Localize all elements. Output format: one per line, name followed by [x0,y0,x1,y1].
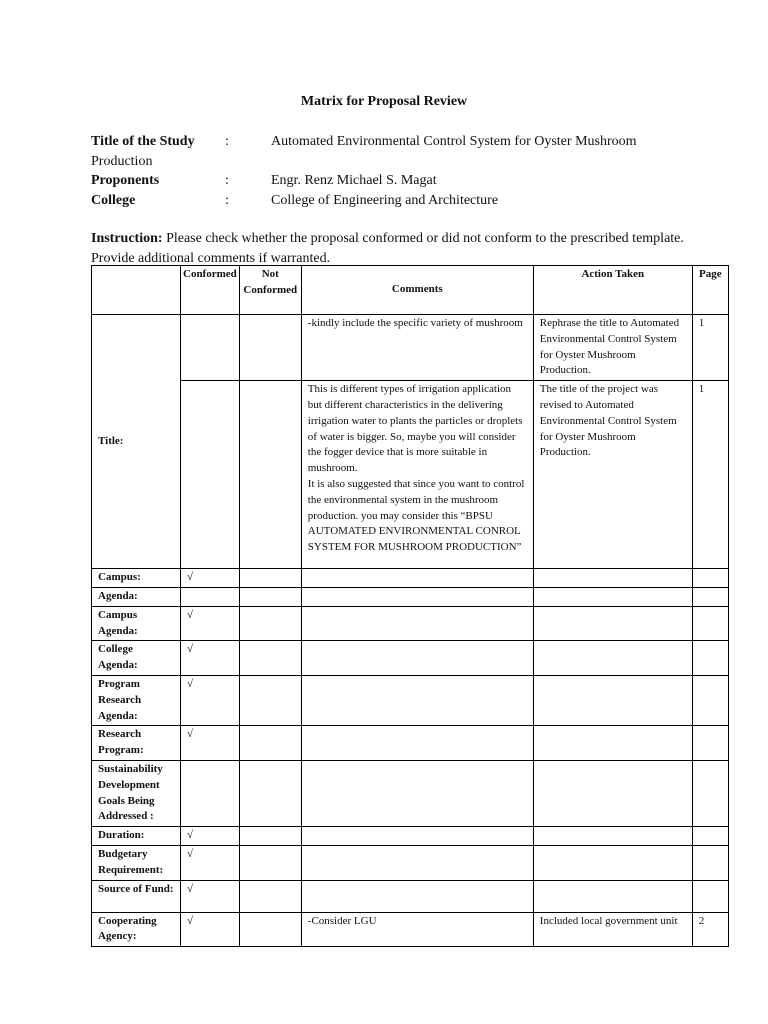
header-conformed: Conformed [181,266,240,315]
table-row [92,675,729,725]
cell-comment [301,760,533,826]
cell-page [692,760,728,826]
cell-page [692,845,728,880]
cell-comment [301,827,533,846]
table-row [92,760,729,826]
header-page: Page [692,266,728,315]
cell-conformed: √ [181,569,240,588]
cell-action-taken [533,880,692,912]
college-value: College of Engineering and Architecture [271,192,499,208]
cell-comment [301,569,533,588]
cell-not-conformed [239,726,301,761]
table-row [92,587,729,606]
row-label: Program Research Agenda: [92,675,181,725]
cell-page [692,587,728,606]
study-title-continuation-row [91,152,691,172]
cell-comment [301,381,533,569]
table-row [92,880,729,912]
cell-conformed: √ [181,880,240,912]
cell-page: 2 [692,912,728,947]
row-label: Agenda: [92,587,181,606]
cell-comment [301,845,533,880]
cell-not-conformed [239,827,301,846]
cell-not-conformed [239,606,301,641]
table-row [92,827,729,846]
college-label: College [91,192,136,208]
review-matrix-table [91,265,729,947]
table-row [92,845,729,880]
cell-conformed: √ [181,912,240,947]
proponents-colon: : [225,173,229,188]
row-label: College Agenda: [92,641,181,676]
study-title-label: Title of the Study [91,134,195,149]
cell-conformed: √ [181,606,240,641]
cell-comment: -Consider LGU [301,912,533,947]
table-row [92,606,729,641]
proposal-info [91,132,691,210]
row-label: Budgetary Requirement: [92,845,181,880]
cell-not-conformed [239,569,301,588]
cell-comment [301,606,533,641]
cell-action-taken [533,569,692,588]
cell-action-taken: Rephrase the title to Automated Environmental Control System for Oyster Mushroom Production. [533,315,692,381]
cell-comment [301,641,533,676]
cell-not-conformed [239,587,301,606]
cell-action-taken [533,845,692,880]
proponents-row [91,171,691,191]
comment-paragraph: It is also suggested that since you want to control the environmental system in the mushroom production. you may consider this “BPSU AUTOMATED ENVIRONMENTAL CONROL SYSTEM FOR MUSHROOM PRODUCTION” [307,477,525,554]
criteria-rows [92,569,729,947]
instruction-label: Instruction: [91,231,163,246]
cell-page [692,675,728,725]
cell-action-taken [533,760,692,826]
cell-not-conformed [239,912,301,947]
cell-conformed: √ [181,726,240,761]
study-title-colon: : [225,134,229,149]
cell-conformed [181,760,240,826]
cell-page: 1 [692,381,728,569]
row-label-title: Title: [92,315,181,569]
cell-conformed: √ [181,845,240,880]
header-criteria [92,266,181,315]
study-title-row [91,132,691,152]
table-row [92,641,729,676]
table-row [92,912,729,947]
cell-page [692,726,728,761]
cell-action-taken [533,827,692,846]
cell-conformed [181,381,240,569]
college-row [91,191,691,211]
cell-action-taken: Included local government unit [533,912,692,947]
cell-page: 1 [692,315,728,381]
header-comments: Comments [301,266,533,315]
cell-not-conformed [239,381,301,569]
row-label: Source of Fund: [92,880,181,912]
cell-page [692,880,728,912]
cell-comment [301,726,533,761]
cell-conformed: √ [181,675,240,725]
cell-comment: -kindly include the specific variety of mushroom [301,315,533,381]
cell-not-conformed [239,641,301,676]
cell-page [692,606,728,641]
cell-not-conformed [239,675,301,725]
cell-action-taken [533,587,692,606]
cell-not-conformed [239,880,301,912]
cell-conformed: √ [181,641,240,676]
cell-comment [301,587,533,606]
college-colon: : [225,192,229,208]
row-label: Sustainability Development Goals Being Addressed : [92,760,181,826]
table-row [92,726,729,761]
row-label: Research Program: [92,726,181,761]
table-header-row [92,266,729,315]
cell-not-conformed [239,845,301,880]
cell-not-conformed [239,760,301,826]
cell-action-taken [533,675,692,725]
cell-conformed [181,315,240,381]
header-action-taken: Action Taken [533,266,692,315]
cell-page [692,569,728,588]
instruction-paragraph [91,229,691,268]
study-title-value: Automated Environmental Control System for Oyster Mushroom [271,134,637,149]
instruction-text: Please check whether the proposal conformed or did not conform to the prescribed template. Provide additional comments if warranted. [91,231,684,266]
cell-action-taken: The title of the project was revised to Automated Environmental Control System for Oyster Mushroom Production. [533,381,692,569]
cell-action-taken [533,641,692,676]
cell-page [692,827,728,846]
cell-action-taken [533,606,692,641]
cell-comment [301,675,533,725]
study-title-value-continued: Production [91,153,153,169]
row-label: Campus: [92,569,181,588]
table-row [92,381,729,569]
row-label: Cooperating Agency: [92,912,181,947]
proponents-value: Engr. Renz Michael S. Magat [271,173,437,188]
cell-conformed: √ [181,827,240,846]
row-label: Campus Agenda: [92,606,181,641]
cell-action-taken [533,726,692,761]
table-row [92,569,729,588]
proponents-label: Proponents [91,173,160,188]
row-label: Duration: [92,827,181,846]
cell-conformed [181,587,240,606]
header-not-conformed: Not Conformed [239,266,301,315]
cell-comment [301,880,533,912]
table-row [92,315,729,381]
document-title: Matrix for Proposal Review [300,94,468,109]
comment-paragraph: This is different types of irrigation application but different characteristics in the delivering irrigation water to plants the particles or droplets of water is bigger. So, maybe you will consider the fogger device that is more suitable in mushroom. [307,383,523,475]
cell-page [692,641,728,676]
cell-not-conformed [239,315,301,381]
